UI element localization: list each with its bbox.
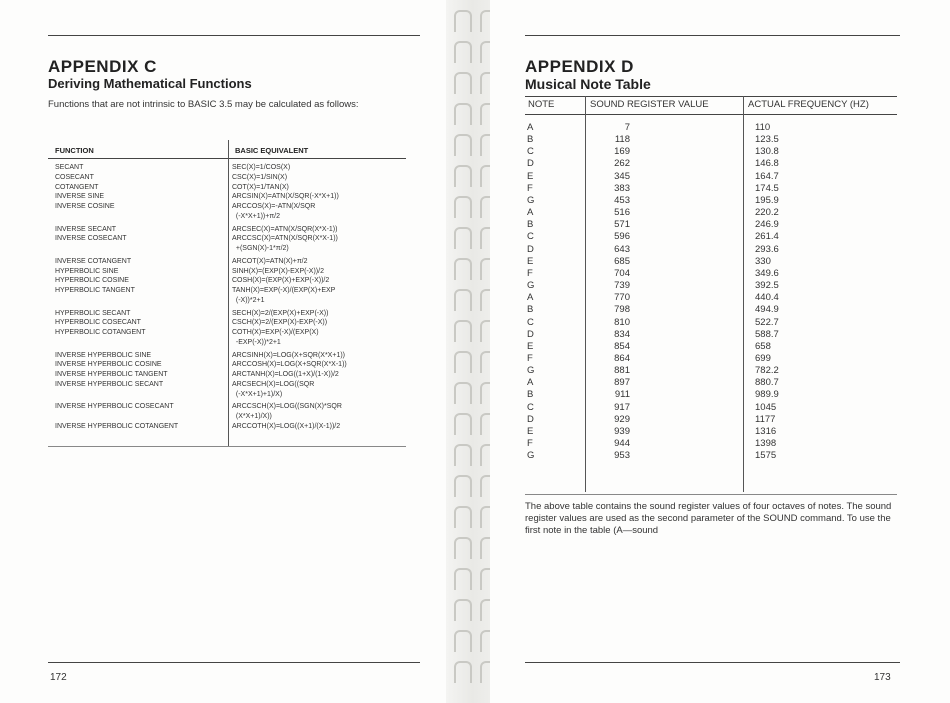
basic-equivalent: ARCCOSH(X)=LOG(X+SQR(X*X-1)) xyxy=(232,361,347,369)
sound-register-cell: 516 xyxy=(614,207,630,219)
sound-register-cell: 118 xyxy=(614,134,630,146)
function-header: FUNCTION xyxy=(55,146,94,155)
bottom-rule xyxy=(48,662,420,663)
frequency-column xyxy=(755,122,805,462)
function-name: HYPERBOLIC COSECANT xyxy=(55,319,141,327)
function-name: INVERSE HYPERBOLIC COSECANT xyxy=(55,403,174,411)
basic-equivalent: TANH(X)=EXP(-X)/(EXP(X)+EXP xyxy=(232,287,336,294)
note-cell: C xyxy=(527,401,534,413)
frequency-cell: 164.7 xyxy=(755,170,779,182)
appendix-c-label: APPENDIX C xyxy=(48,57,157,76)
frequency-cell: 522.7 xyxy=(755,316,779,328)
function-name: HYPERBOLIC COTANGENT xyxy=(55,329,146,336)
frequency-header: ACTUAL FREQUENCY (HZ) xyxy=(748,99,869,110)
basic-equivalent: SECH(X)=2/(EXP(X)+EXP(-X)) xyxy=(232,309,329,317)
intro-text: Functions that are not intrinsic to BASIC 3.5 may be calculated as follows: xyxy=(48,99,359,110)
sound-register-cell: 897 xyxy=(614,377,630,389)
function-name: INVERSE HYPERBOLIC COSINE xyxy=(55,361,162,369)
function-name-spacer xyxy=(55,212,178,222)
binding-coil xyxy=(454,41,472,63)
binding-coil xyxy=(454,196,472,218)
sound-register-cell: 383 xyxy=(614,182,630,194)
frequency-cell: 658 xyxy=(755,340,771,352)
frequency-cell: 330 xyxy=(755,255,771,267)
table-column-divider xyxy=(228,140,229,446)
sound-register-cell: 834 xyxy=(614,328,630,340)
note-cell: D xyxy=(527,328,534,340)
binding-coil xyxy=(454,103,472,125)
appendix-d-subtitle: Musical Note Table xyxy=(525,76,651,92)
binding-coil xyxy=(454,258,472,280)
sound-register-cell: 596 xyxy=(614,231,630,243)
basic-equivalent: ARCCSC(X)=ATN(X/SQR(X*X-1)) xyxy=(232,235,338,243)
function-name: INVERSE HYPERBOLIC TANGENT xyxy=(55,371,168,378)
basic-equivalent: (-X))*2+1 xyxy=(232,296,265,304)
sound-register-cell: 345 xyxy=(614,170,630,182)
sound-register-cell: 770 xyxy=(614,292,630,304)
sound-register-cell: 864 xyxy=(614,352,630,364)
frequency-cell: 246.9 xyxy=(755,219,779,231)
note-cell: F xyxy=(527,267,533,279)
function-name: HYPERBOLIC SINE xyxy=(55,267,119,275)
function-name: INVERSE HYPERBOLIC COTANGENT xyxy=(55,422,179,430)
binding-coil xyxy=(454,630,472,652)
note-cell: G xyxy=(527,194,535,206)
function-name: INVERSE COSINE xyxy=(55,203,115,210)
basic-equivalent: ARCSEC(X)=ATN(X/SQR(X*X-1)) xyxy=(232,225,338,233)
binding-coil xyxy=(454,72,472,94)
bottom-rule xyxy=(525,662,900,663)
appendix-c-subtitle: Deriving Mathematical Functions xyxy=(48,76,252,91)
left-page xyxy=(0,0,455,703)
note-cell: D xyxy=(527,243,534,255)
binding-coil xyxy=(454,661,472,683)
basic-equivalent: COSH(X)=(EXP(X)+EXP(-X))/2 xyxy=(232,277,330,285)
frequency-cell: 1575 xyxy=(755,450,777,462)
binding-coil xyxy=(454,475,472,497)
function-column xyxy=(55,163,178,432)
note-cell: B xyxy=(527,389,534,401)
basic-equivalent: COT(X)=1/TAN(X) xyxy=(232,183,289,191)
frequency-cell: 195.9 xyxy=(755,194,779,206)
basic-equivalent: (X*X+1)/X)) xyxy=(232,413,272,420)
note-column-divider xyxy=(585,96,586,492)
top-rule xyxy=(48,35,420,36)
note-cell: F xyxy=(527,438,533,450)
function-name: INVERSE COSECANT xyxy=(55,235,127,243)
sound-register-cell: 911 xyxy=(614,389,630,401)
basic-equivalent: ARCSIN(X)=ATN(X/SQR(-X*X+1)) xyxy=(232,193,339,201)
sound-register-cell: 643 xyxy=(614,243,630,255)
sound-register-cell: 798 xyxy=(614,304,630,316)
basic-equivalent: COTH(X)=EXP(-X)/(EXP(X) xyxy=(232,329,319,336)
note-cell: G xyxy=(527,280,535,292)
frequency-cell: 1316 xyxy=(755,425,777,437)
basic-equivalent: ARCTANH(X)=LOG((1+X)/(1-X))/2 xyxy=(232,371,339,378)
basic-equivalent: (-X*X+1)+1)/X) xyxy=(232,390,283,398)
note-cell: C xyxy=(527,316,534,328)
frequency-cell: 989.9 xyxy=(755,389,779,401)
basic-equivalent: ARCOT(X)=ATN(X)+π/2 xyxy=(232,257,308,265)
frequency-cell: 440.4 xyxy=(755,292,779,304)
frequency-cell: 220.2 xyxy=(755,207,779,219)
sound-register-cell: 739 xyxy=(614,280,630,292)
function-name: INVERSE SINE xyxy=(55,193,105,201)
basic-equivalent-header: BASIC EQUIVALENT xyxy=(235,146,309,155)
frequency-cell: 146.8 xyxy=(755,158,779,170)
equivalent-column xyxy=(232,163,347,432)
sound-register-cell: 810 xyxy=(614,316,630,328)
function-name: COSECANT xyxy=(55,173,94,181)
sound-register-cell: 881 xyxy=(614,365,630,377)
function-name: HYPERBOLIC SECANT xyxy=(55,309,131,317)
note-cell: A xyxy=(527,207,534,219)
note-cell: G xyxy=(527,450,535,462)
sound-register-cell: 944 xyxy=(614,438,630,450)
sound-register-cell: 262 xyxy=(614,158,630,170)
binding-coil xyxy=(454,10,472,32)
binding-coil xyxy=(454,289,472,311)
basic-equivalent: -EXP(-X))*2+1 xyxy=(232,338,281,346)
frequency-cell: 293.6 xyxy=(755,243,779,255)
basic-equivalent: ARCCSCH(X)=LOG((SGN(X)*SQR xyxy=(232,403,342,411)
binding-coil xyxy=(454,382,472,404)
frequency-cell: 588.7 xyxy=(755,328,779,340)
sound-register-cell: 685 xyxy=(614,255,630,267)
frequency-cell: 1177 xyxy=(755,413,776,425)
note-cell: A xyxy=(527,122,534,133)
right-page xyxy=(490,0,950,703)
top-rule xyxy=(525,35,900,36)
binding-coil xyxy=(454,413,472,435)
note-cell: A xyxy=(527,377,534,389)
frequency-cell: 130.8 xyxy=(755,146,779,158)
basic-equivalent: ARCSINH(X)=LOG(X+SQR(X*X+1)) xyxy=(232,351,345,359)
table-header-rule xyxy=(48,158,406,159)
note-column xyxy=(527,122,547,462)
frequency-cell: 699 xyxy=(755,352,771,364)
note-cell: F xyxy=(527,182,533,194)
basic-equivalent: ARCCOS(X)=-ATN(X/SQR xyxy=(232,203,316,210)
frequency-cell: 349.6 xyxy=(755,267,779,279)
sound-register-header: SOUND REGISTER VALUE xyxy=(590,99,709,110)
frequency-cell: 782.2 xyxy=(755,365,779,377)
function-name-spacer xyxy=(55,338,178,348)
function-name: COTANGENT xyxy=(55,183,99,191)
note-cell: D xyxy=(527,158,534,170)
note-cell: E xyxy=(527,340,534,352)
table-bottom-rule xyxy=(48,446,406,447)
note-cell: B xyxy=(527,304,534,316)
note-cell: C xyxy=(527,146,534,158)
sound-register-cell: 7 xyxy=(624,122,630,133)
basic-equivalent: ARCSECH(X)=LOG((SQR xyxy=(232,380,315,388)
basic-equivalent: CSCH(X)=2/(EXP(X)-EXP(-X)) xyxy=(232,319,328,327)
note-cell: E xyxy=(527,255,534,267)
sound-register-cell: 953 xyxy=(614,450,630,462)
note-cell: E xyxy=(527,425,534,437)
basic-equivalent: ARCCOTH(X)=LOG((X+1)/(X-1))/2 xyxy=(232,422,341,430)
note-cell: B xyxy=(527,219,534,231)
binding-coil xyxy=(454,599,472,621)
binding-coil xyxy=(454,506,472,528)
binding-coil xyxy=(454,165,472,187)
function-name: HYPERBOLIC COSINE xyxy=(55,277,129,285)
frequency-cell: 392.5 xyxy=(755,280,779,292)
binding-coil xyxy=(454,568,472,590)
binding-coil xyxy=(454,320,472,342)
frequency-cell: 1398 xyxy=(755,438,777,450)
function-name-spacer xyxy=(55,412,178,422)
sound-register-cell: 704 xyxy=(614,267,630,279)
function-name: INVERSE HYPERBOLIC SINE xyxy=(55,351,152,359)
binding-coil xyxy=(454,227,472,249)
page-number: 173 xyxy=(874,672,891,683)
table-top-rule xyxy=(525,96,897,97)
sound-register-column xyxy=(590,122,630,462)
sound-register-cell: 929 xyxy=(614,413,630,425)
basic-equivalent: +(SGN(X)-1*π/2) xyxy=(232,245,289,252)
frequency-cell: 880.7 xyxy=(755,377,779,389)
basic-equivalent: (-X*X+1))+π/2 xyxy=(232,212,281,220)
function-name-spacer xyxy=(55,244,178,254)
sound-register-cell: 571 xyxy=(614,219,630,231)
appendix-d-label: APPENDIX D xyxy=(525,57,634,76)
basic-equivalent: SINH(X)=(EXP(X)-EXP(-X))/2 xyxy=(232,267,324,275)
function-name: INVERSE SECANT xyxy=(55,225,117,233)
note-cell: G xyxy=(527,365,535,377)
function-name-spacer xyxy=(55,390,178,400)
binding-coil xyxy=(454,134,472,156)
note-header: NOTE xyxy=(528,99,555,110)
frequency-cell: 123.5 xyxy=(755,134,779,146)
table-bottom-rule xyxy=(525,494,897,495)
function-name: INVERSE HYPERBOLIC SECANT xyxy=(55,380,164,388)
note-cell: D xyxy=(527,413,534,425)
page-number: 172 xyxy=(50,672,67,683)
note-cell: E xyxy=(527,170,534,182)
frequency-cell: 261.4 xyxy=(755,231,779,243)
frequency-cell: 1045 xyxy=(755,401,777,413)
note-cell: F xyxy=(527,352,533,364)
table-header-rule xyxy=(525,114,897,115)
function-name: HYPERBOLIC TANGENT xyxy=(55,287,135,294)
binding-coil xyxy=(454,444,472,466)
sound-register-cell: 453 xyxy=(614,194,630,206)
binding-coil xyxy=(454,537,472,559)
sound-register-cell: 854 xyxy=(614,340,630,352)
sound-register-cell: 939 xyxy=(614,425,630,437)
basic-equivalent: SEC(X)=1/COS(X) xyxy=(232,164,291,171)
function-name-spacer xyxy=(55,296,178,306)
note-cell: A xyxy=(527,292,534,304)
frequency-cell: 494.9 xyxy=(755,304,779,316)
basic-equivalent: CSC(X)=1/SIN(X) xyxy=(232,173,288,181)
note-cell: B xyxy=(527,134,534,146)
table-description: The above table contains the sound register values of four octaves of notes. The sound register values are used as the second parameter of the SOUND command. To use the first note in the table (A—sound xyxy=(525,501,892,536)
frequency-cell: 174.5 xyxy=(755,182,779,194)
value-column-divider xyxy=(743,96,744,492)
sound-register-cell: 917 xyxy=(614,401,630,413)
sound-register-cell: 169 xyxy=(614,146,630,158)
function-name: INVERSE COTANGENT xyxy=(55,257,132,265)
binding-coil xyxy=(454,351,472,373)
note-cell: C xyxy=(527,231,534,243)
function-name: SECANT xyxy=(55,164,84,171)
frequency-cell: 110 xyxy=(755,122,771,133)
